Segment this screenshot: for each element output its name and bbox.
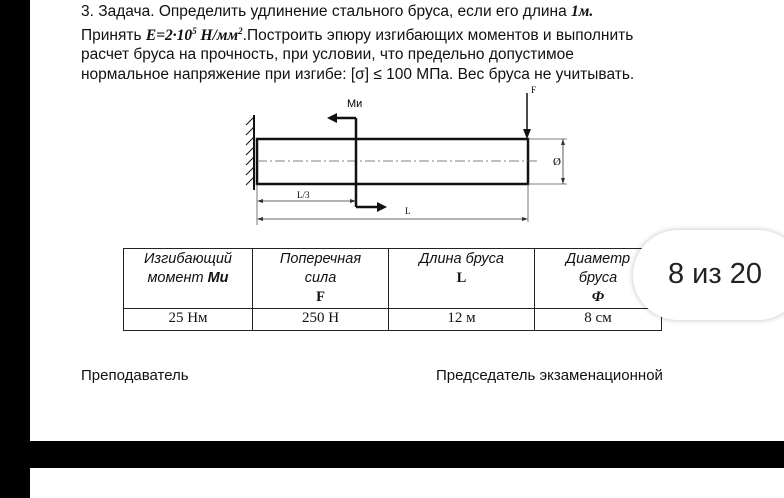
task-line-1 (81, 2, 721, 22)
length-label: L (405, 206, 411, 216)
value-force: 250 Н (253, 309, 389, 331)
task-text (81, 2, 721, 84)
task-line-2-suffix: .Построить эпюру изгибающих моментов и выполнить (242, 26, 634, 44)
teacher-label: Преподаватель (81, 367, 189, 384)
header-length (389, 249, 535, 309)
length-arrow-right (522, 217, 528, 221)
parameters-table (123, 248, 662, 331)
header-force-line1: Поперечная (279, 251, 362, 267)
force-label: F (531, 85, 537, 95)
value-length: 12 м (389, 309, 535, 331)
task-line-3: расчет бруса на прочность, при условии, что предельно допустимое (81, 46, 574, 64)
next-page (30, 468, 784, 498)
force-arrow (523, 129, 531, 139)
length-arrow-left (257, 217, 263, 221)
header-moment (124, 249, 253, 309)
header-length-symbol: L (456, 270, 467, 286)
moment-arrow-top (327, 113, 337, 123)
moment-arrow-bottom (377, 202, 387, 212)
header-force-symbol: F (316, 289, 325, 305)
page-indicator-text: 8 из 20 (668, 258, 762, 290)
third-label: L/3 (297, 190, 310, 200)
modulus-unit-exponent: 2 (238, 25, 243, 36)
task-line-2 (81, 22, 721, 46)
task-line-2-prefix: Принять (81, 26, 146, 44)
table-header-row (124, 249, 662, 309)
modulus-exponent: 5 (192, 25, 197, 36)
task-line-1-text: 3. Задача. Определить удлинение стального бруса, если его длина (81, 3, 572, 20)
header-diameter-symbol: Ф (591, 289, 605, 305)
value-diameter: 8 см (535, 309, 662, 331)
header-moment-symbol: Ми (207, 270, 229, 286)
modulus-head: E=2·10 (145, 26, 193, 44)
diameter-label: Ø (553, 156, 561, 168)
page-indicator (633, 230, 784, 320)
beam-body (257, 139, 528, 184)
header-diameter-line1: Диаметр (565, 251, 631, 267)
third-arrow-left (257, 199, 263, 203)
wall-hatching (246, 117, 254, 185)
header-moment-line2 (128, 269, 248, 288)
header-force-line2: сила (304, 270, 337, 286)
header-moment-word: момент (147, 270, 208, 286)
table-row (124, 309, 662, 331)
moment-label: Ми (347, 98, 363, 110)
modulus-unit: Н/мм (196, 26, 239, 44)
header-force (253, 249, 389, 309)
header-diameter-line2: бруса (578, 270, 618, 286)
document-page (30, 0, 784, 441)
beam-diagram (235, 85, 575, 225)
length-value: 1м. (571, 3, 594, 20)
chairman-label: Председатель экзаменационной (436, 367, 663, 384)
header-moment-line1: Изгибающий (144, 251, 232, 267)
modulus-formula (146, 27, 243, 44)
task-line-4: нормальное напряжение при изгибе: [σ] ≤ 100 МПа. Вес бруса не учитывать. (81, 65, 635, 83)
diam-arrow-bottom (561, 178, 565, 184)
value-moment: 25 Нм (124, 309, 253, 331)
header-length-line1: Длина бруса (419, 251, 504, 267)
diam-arrow-top (561, 139, 565, 145)
